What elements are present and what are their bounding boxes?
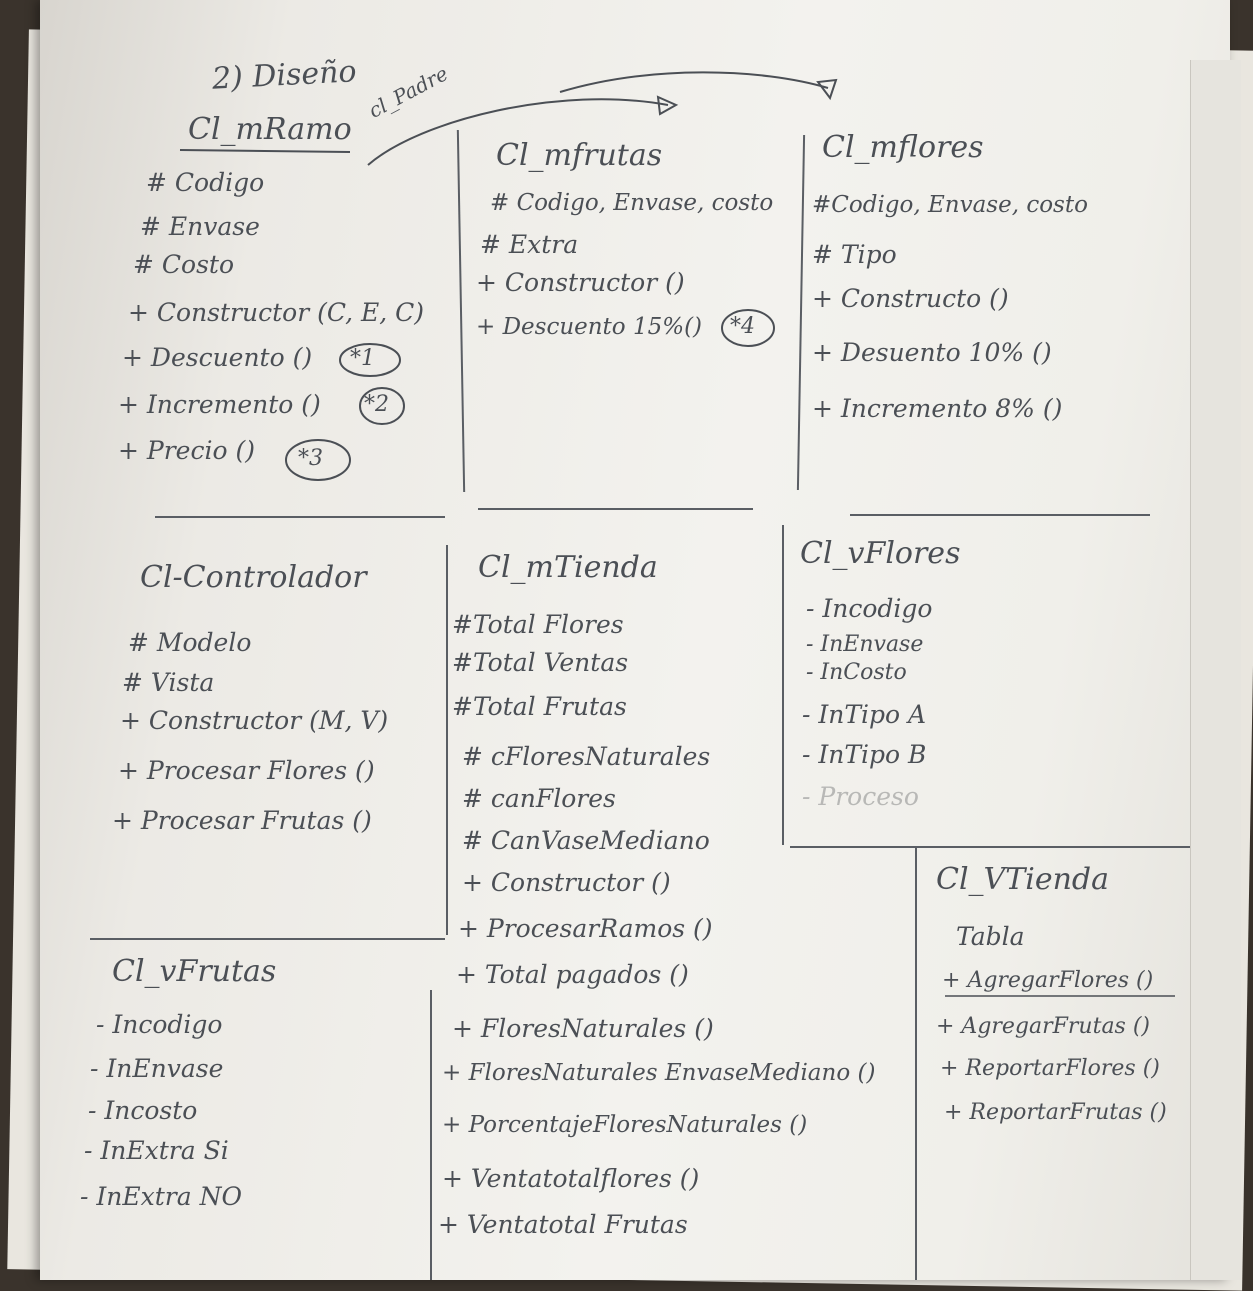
class-attr: #Total Flores	[452, 610, 624, 639]
class-title-vtienda: Cl_VTienda	[936, 862, 1109, 897]
class-method: + Constructor ()	[476, 268, 685, 297]
class-title-vflores: Cl_vFlores	[800, 536, 961, 571]
class-attr-faded: - Proceso	[802, 782, 919, 811]
class-method: + Constructor ()	[462, 868, 671, 897]
divider-h-2	[478, 508, 753, 510]
class-attr: - Incodigo	[806, 594, 933, 623]
divider-v-6	[430, 990, 432, 1280]
class-method: + Constructor (C, E, C)	[128, 298, 425, 327]
class-title-mfrutas: Cl_mfrutas	[496, 138, 663, 173]
class-attr: - Incosto	[88, 1096, 198, 1125]
class-method: + PorcentajeFloresNaturales ()	[442, 1112, 808, 1138]
class-attr: # Envase	[140, 212, 260, 241]
class-attr: # CanVaseMediano	[462, 826, 710, 855]
diagram-heading: 2) Diseño	[211, 54, 358, 97]
class-attr: # Modelo	[128, 628, 252, 657]
marker-label: *2	[364, 392, 389, 417]
class-attr: - InEnvase	[806, 632, 924, 657]
class-method: + Descuento ()	[122, 343, 313, 372]
class-title-mflores: Cl_mflores	[822, 130, 984, 165]
class-attr: # canFlores	[462, 784, 616, 813]
class-attr: - InEnvase	[90, 1054, 224, 1083]
class-method: + Desuento 10% ()	[812, 338, 1052, 367]
class-attr: #Codigo, Envase, costo	[812, 192, 1088, 218]
class-method: + Constructo ()	[812, 284, 1009, 313]
marker-label: *4	[730, 314, 755, 339]
class-attr: - InExtra NO	[80, 1182, 242, 1211]
class-method: + Constructor (M, V)	[120, 706, 389, 735]
class-title-controlador: Cl-Controlador	[140, 560, 367, 595]
class-title-mtienda: Cl_mTienda	[478, 550, 658, 585]
class-attr: - InTipo B	[802, 740, 927, 769]
class-title-mramo: Cl_mRamo	[188, 112, 352, 147]
paper-edge	[1190, 60, 1241, 1280]
class-attr: - InCosto	[806, 660, 907, 685]
divider-h-4	[790, 846, 1190, 848]
class-method: + Total pagados ()	[456, 960, 689, 989]
class-attr: - Incodigo	[96, 1010, 223, 1039]
class-method: + Incremento 8% ()	[812, 394, 1063, 423]
class-method: + Precio ()	[118, 436, 255, 465]
class-method: + Procesar Flores ()	[118, 756, 375, 785]
class-attr: # Codigo, Envase, costo	[490, 190, 774, 216]
class-attr: # Vista	[122, 668, 215, 697]
class-attr: # Codigo	[146, 168, 265, 197]
class-attr: # Costo	[133, 250, 235, 279]
divider-h-3	[850, 514, 1150, 516]
class-method: + FloresNaturales EnvaseMediano ()	[442, 1060, 876, 1086]
marker-label: *1	[350, 346, 375, 371]
class-method: + Ventatotal Frutas	[438, 1210, 688, 1239]
class-method: + Descuento 15%()	[476, 314, 703, 340]
class-attr: - InExtra Si	[84, 1136, 229, 1165]
divider-h-1	[155, 516, 445, 518]
class-attr: #Total Frutas	[452, 692, 627, 721]
class-attr: # cFloresNaturales	[462, 742, 711, 771]
divider-h-5	[90, 938, 445, 940]
class-attr: # Extra	[480, 230, 579, 259]
class-method: + Incremento ()	[118, 390, 321, 419]
class-method: + FloresNaturales ()	[452, 1014, 714, 1043]
divider-v-3	[446, 545, 448, 935]
class-title-vfrutas: Cl_vFrutas	[112, 954, 277, 989]
arrow-label: cl_Padre	[364, 61, 452, 123]
class-attr: - InTipo A	[802, 700, 927, 729]
marker-label: *3	[298, 446, 323, 471]
divider-v-4	[782, 525, 784, 845]
class-method: + Procesar Frutas ()	[112, 806, 372, 835]
class-method: + Ventatotalflores ()	[442, 1164, 700, 1193]
class-method: + ReportarFlores ()	[940, 1056, 1160, 1081]
class-method: + ProcesarRamos ()	[458, 914, 713, 943]
class-method: + AgregarFlores ()	[942, 968, 1154, 993]
class-attr: #Total Ventas	[452, 648, 629, 677]
class-method: + ReportarFrutas ()	[944, 1100, 1167, 1125]
class-method: + AgregarFrutas ()	[936, 1014, 1151, 1039]
class-attr: # Tipo	[812, 240, 897, 269]
divider-v-5	[915, 848, 917, 1280]
class-subtitle-vtienda: Tabla	[956, 922, 1025, 951]
